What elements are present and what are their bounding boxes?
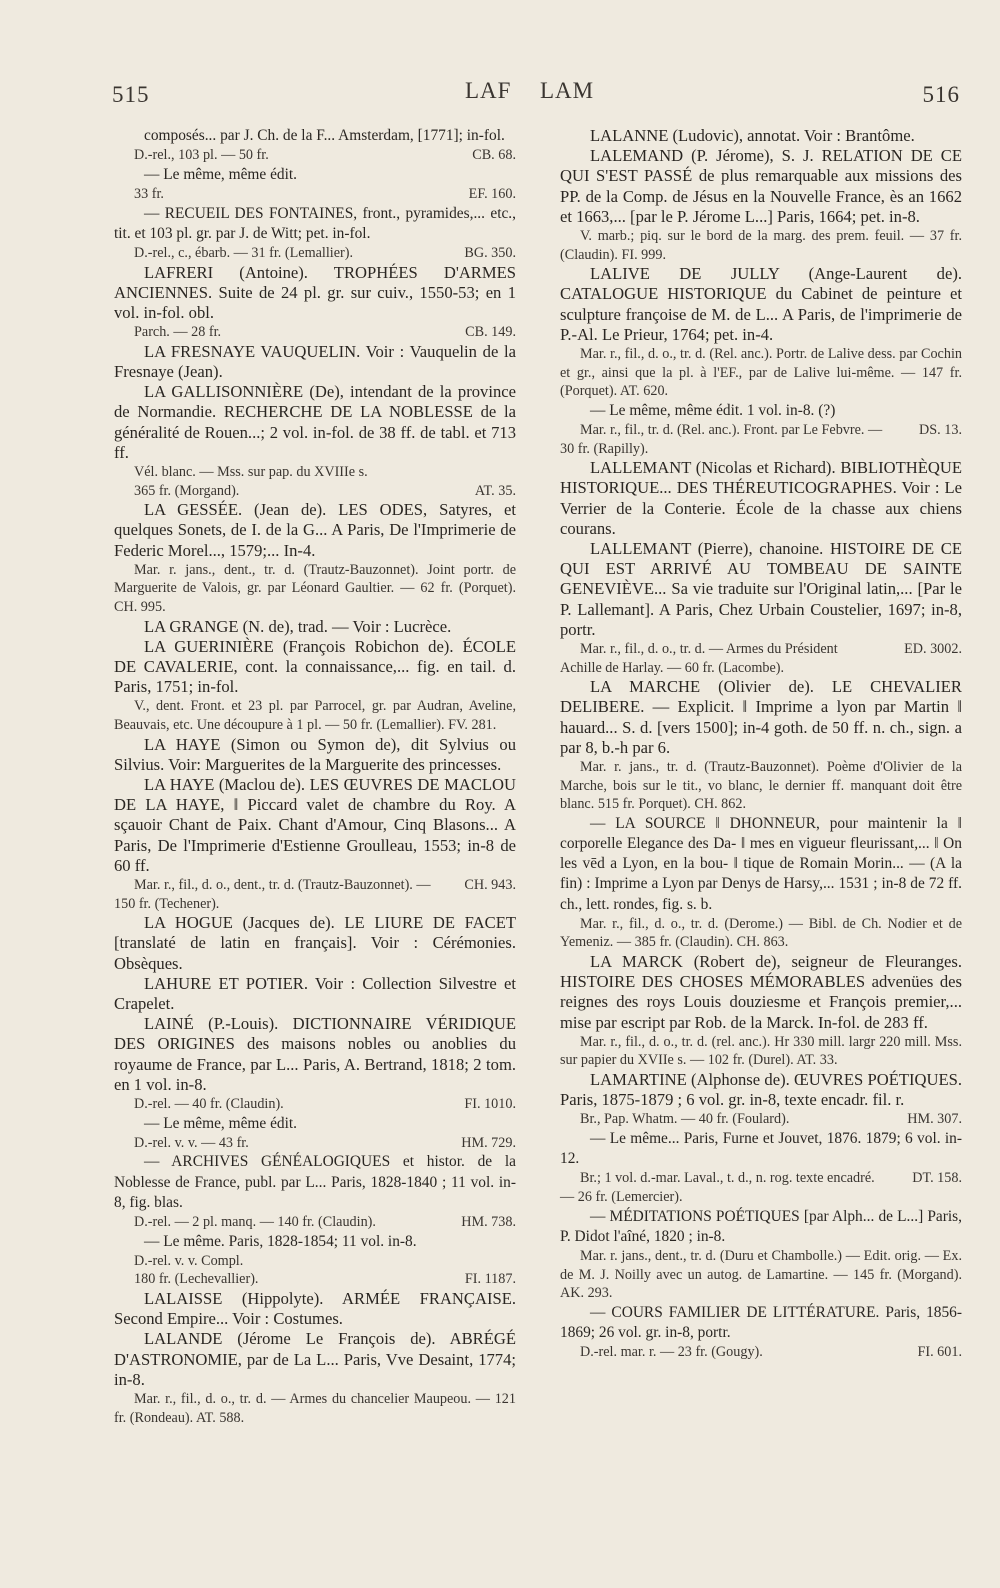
catalogue-entry-continuation: — Le même. Paris, 1828-1854; 11 vol. in-8. (144, 1232, 417, 1250)
catalogue-entry: LA HAYE (Simon ou Symon de), dit Sylvius ou Silvius. Voir: Marguerites de la Marguerite des princesses. (114, 734, 516, 774)
right-column (560, 126, 962, 1362)
catalogue-entry: LA GESSÉE. (Jean de). LES ODES, Satyres, et quelques Sonets, de I. de la G... A Paris, De l'Imprimerie de Federic Morel..., 1579;... In-4. (114, 500, 516, 560)
sale-note (114, 185, 516, 204)
sale-reference: CH. 943. (464, 877, 516, 894)
sale-note-text: 180 fr. (Lechevallier). (134, 1271, 259, 1288)
sale-note-text: D.-rel., c., ébarb. — 31 fr. (Lemallier). (134, 245, 354, 261)
catalogue-entry: LALEMAND (P. Jérome), S. J. RELATION DE CE QUI S'EST PASSÉ de plus remarquable aux missions des PP. de la Comp. de Jésus en la Nouvelle France, ès an 1662 et 1663,... [par le P. Jérome L...] Paris, 1664; pet. in-8. (560, 146, 962, 226)
catalogue-entry-continuation: — Le même, même édit. (144, 165, 297, 183)
sale-note-text: Vél. blanc. — Mss. sur pap. du XVIIIe s. (134, 464, 368, 481)
sale-note-text: Parch. — 28 fr. (134, 324, 222, 341)
sale-note-text: Br.; 1 vol. d.-mar. Laval., t. d., n. rog. texte encadré. — 26 fr. (Lemercier). (560, 1170, 875, 1205)
sale-reference: FI. 1187. (464, 1271, 516, 1288)
sale-reference: CB. 149. (465, 324, 516, 341)
sale-note-text: D.-rel. — 2 pl. manq. — 140 fr. (Claudin). (134, 1214, 376, 1231)
left-column (114, 126, 516, 1427)
sale-note: V., dent. Front. et 23 pl. par Parrocel, gr. par Audran, Aveline, Beauvais, etc. Une découpure à 1 pl. — 50 fr. (Lemallier). FV. 281. (114, 698, 516, 733)
page-number-right: 516 (922, 82, 960, 107)
sale-reference: CB. 68. (472, 147, 516, 164)
sale-note (114, 323, 516, 342)
sale-note-text: D.-rel. mar. r. — 23 fr. (Gougy). (580, 1344, 763, 1361)
catalogue-entry: LALAISSE (Hippolyte). ARMÉE FRANÇAISE. Second Empire... Voir : Costumes. (114, 1289, 516, 1329)
sale-reference: BG. 350. (464, 245, 516, 261)
catalogue-entry: LALLEMANT (Nicolas et Richard). BIBLIOTHÈQUE HISTORIQUE... DES THÉREUTICOGRAPHES. Voir : Le Verrier de la Conterie. École de la chasse aux chiens courans. (560, 458, 962, 538)
sale-note-text: 365 fr. (Morgand). (134, 482, 240, 499)
page-number-left: 515 (112, 82, 150, 107)
sale-note (114, 1095, 516, 1114)
catalogue-entry: LA HAYE (Maclou de). LES ŒUVRES DE MACLOU DE LA HAYE, ‖ Piccard valet de chambre du Roy. A sçauoir Chant de Paix. Chant d'Amour, Cinq Blasons... A Paris, De l'Imprimerie d'Estienne Groulleau, 1553; in-8 de 60 ff. (114, 775, 516, 875)
sale-note: Mar. r. jans., tr. d. (Trautz-Bauzonnet). Poème d'Olivier de la Marche, bois sur le tit., vo blanc, le dernier ff. manquant doit être blanc. 515 fr. Porquet). CH. 862. (560, 759, 962, 813)
catalogue-entry-continuation: — Le même, même édit. 1 vol. in-8. (?) (590, 401, 836, 419)
sale-note (114, 146, 516, 165)
sale-note: Mar. r., fil., d. o., tr. d. — Armes du chancelier Maupeou. — 121 fr. (Rondeau). AT. 588. (114, 1391, 516, 1426)
catalogue-entry-continuation: — MÉDITATIONS POÉTIQUES [par Alph... de L...] Paris, P. Didot l'aîné, 1820 ; in-8. (560, 1207, 962, 1245)
sale-note-text: D.-rel. v. v. — 43 fr. (134, 1134, 249, 1151)
catalogue-entry: LA HOGUE (Jacques de). LE LIURE DE FACET [translaté de latin en français]. Voir : Cérémonies. Obsèques. (114, 913, 516, 973)
catalogue-entry: LALANDE (Jérome Le François de). ABRÉGÉ D'ASTRONOMIE, par de La L... Paris, Vve Desaint, 1774; in-8. (114, 1329, 516, 1389)
sale-reference: ED. 3002. (904, 641, 962, 658)
sale-reference: HM. 738. (461, 1214, 516, 1231)
sale-reference: EF. 160. (468, 186, 516, 202)
sale-note (114, 482, 516, 501)
sale-reference: FI. 1010. (464, 1096, 516, 1113)
sale-note: Mar. r., fil., d. o., tr. d. (rel. anc.). Hr 330 mill. largr 220 mill. Mss. sur papier du XVIIe s. — 102 fr. (Durel). AT. 33. (560, 1033, 962, 1069)
sale-reference: HM. 307. (907, 1111, 962, 1128)
sale-note (114, 463, 516, 482)
sale-note (114, 1134, 516, 1153)
sale-note (560, 421, 962, 458)
sale-note: Mar. r. jans., dent., tr. d. (Duru et Chambolle.) — Edit. orig. — Ex. de M. J. Noilly avec un autog. de Lamartine. — 145 fr. (Morgand). AK. 293. (560, 1248, 962, 1302)
catalogue-entry: LA GRANGE (N. de), trad. — Voir : Lucrèce. (144, 616, 452, 636)
catalogue-entry-continuation: — Le même, même édit. (144, 1114, 297, 1132)
sale-reference: FI. 601. (917, 1344, 962, 1361)
catalogue-entry-continuation: — LA SOURCE ‖ DHONNEUR, pour maintenir la ‖ corporelle Elegance des Da- ‖ mes en vigueur fleurissant,... ‖ On les vēd a Lyon, en la bou- ‖ tique de Romain Morin... — (A la fin) : Imprime a Lyon par Denys de Harsy,... 1531 ; in-8 de 72 ff. ch., lett. rondes, fig. s. b. (560, 814, 962, 913)
page-header (112, 78, 960, 114)
sale-note-text: D.-rel. — 40 fr. (Claudin). (134, 1096, 284, 1113)
sale-reference: HM. 729. (461, 1134, 516, 1151)
sale-note (560, 1169, 962, 1206)
catalogue-entry: LA GALLISONNIÈRE (De), intendant de la province de Normandie. RECHERCHE DE LA NOBLESSE de la généralité de Rouen...; 2 vol. in-fol. de 38 ff. de tabl. et 713 ff. (114, 382, 516, 462)
sale-note (114, 1213, 516, 1232)
catalogue-entry-continuation: composés... par J. Ch. de la F... Amsterdam, [1771]; in-fol. (144, 127, 505, 144)
sale-note (114, 244, 516, 263)
sale-note-text: D.-rel., 103 pl. — 50 fr. (134, 147, 269, 164)
running-head-left: LAF (465, 78, 512, 103)
sale-reference: AT. 35. (474, 482, 516, 499)
sale-note-text: Mar. r., fil., d. o., dent., tr. d. (Trautz-Bauzonnet). — 150 fr. (Techener). (114, 877, 431, 912)
sale-note-text: Mar. r., fil., tr. d. (Rel. anc.). Front. par Le Febvre. — 30 fr. (Rapilly). (560, 422, 883, 457)
catalogue-entry: LA MARCK (Robert de), seigneur de Fleuranges. HISTOIRE DES CHOSES MÉMORABLES advenües des reignes des roys Louis douziesme et François premier,... mise par escript par Rob. de la Marck. In-fol. de 283 ff. (560, 952, 962, 1032)
catalogue-entry: LAMARTINE (Alphonse de). ŒUVRES POÉTIQUES. Paris, 1875-1879 ; 6 vol. gr. in-8, texte encadr. fil. r. (560, 1070, 962, 1110)
catalogue-entry: LAHURE ET POTIER. Voir : Collection Silvestre et Crapelet. (114, 973, 516, 1014)
sale-note-text: Br., Pap. Whatm. — 40 fr. (Foulard). (580, 1111, 790, 1128)
sale-note-text: 33 fr. (134, 186, 164, 202)
catalogue-entry-continuation: — COURS FAMILIER DE LITTÉRATURE. Paris, 1856-1869; 26 vol. gr. in-8, portr. (560, 1303, 962, 1341)
catalogue-entry: LA FRESNAYE VAUQUELIN. Voir : Vauquelin de la Fresnaye (Jean). (114, 341, 516, 381)
catalogue-entry-continuation: — ARCHIVES GÉNÉALOGIQUES et histor. de la Noblesse de France, publ. par L... Paris, 1828-1840 ; 11 vol. in-8, fig. blas. (114, 1153, 516, 1211)
sale-note: Mar. r., fil., d. o., tr. d. (Rel. anc.). Portr. de Lalive dess. par Cochin et gr., ainsi que la pl. à l'EF., par de Lalive lui-même. — 147 fr. (Porquet). AT. 620. (560, 346, 962, 400)
sale-note (114, 1270, 516, 1289)
sale-note: Mar. r. jans., dent., tr. d. (Trautz-Bauzonnet). Joint portr. de Marguerite de Valois, gr. par Léonard Gaultier. — 62 fr. (Porquet). CH. 995. (114, 561, 516, 615)
sale-note: V. marb.; piq. sur le bord de la marg. des prem. feuil. — 37 fr. (Claudin). FI. 999. (560, 228, 962, 263)
catalogue-entry: LALLEMANT (Pierre), chanoine. HISTOIRE DE CE QUI EST ARRIVÉ AU TOMBEAU DE SAINTE GENEVIÈVE... Sa vie traduite sur l'Original latin,... [Par le P. Lallemant]. A Paris, Chez Urbain Coustelier, 1697; in-8, portr. (560, 539, 962, 639)
sale-note: Mar. r., fil., d. o., tr. d. (Derome.) — Bibl. de Ch. Nodier et de Yemeniz. — 385 fr. (Claudin). CH. 863. (560, 915, 962, 951)
sale-note (114, 1252, 516, 1271)
catalogue-entry: LALANNE (Ludovic), annotat. Voir : Brantôme. (590, 126, 915, 145)
catalogue-entry: LA GUERINIÈRE (François Robichon de). ÉCOLE DE CAVALERIE, cont. la connaissance,... fig. en tail. d. Paris, 1751; in-fol. (114, 636, 516, 697)
sale-note-text: D.-rel. v. v. Compl. (134, 1252, 244, 1269)
running-head-right: LAM (540, 78, 595, 103)
sale-note-text: Mar. r., fil., d. o., tr. d. — Armes du Président Achille de Harlay. — 60 fr. (Lacombe). (560, 641, 838, 676)
catalogue-entry: LA MARCHE (Olivier de). LE CHEVALIER DELIBERE. — Explicit. ‖ Imprime a lyon par Martin ‖ hauard... S. d. [vers 1500]; in-4 goth. de 50 ff. n. ch., sign. a par 8, b.-h par 6. (560, 677, 962, 757)
sale-note (114, 876, 516, 913)
sale-reference: DS. 13. (919, 422, 962, 438)
catalogue-entry: LAFRERI (Antoine). TROPHÉES D'ARMES ANCIENNES. Suite de 24 pl. gr. sur cuiv., 1550-53; en 1 vol. in-fol. obl. (114, 262, 516, 322)
sale-note (560, 1110, 962, 1129)
catalogue-entry-continuation: — Le même... Paris, Furne et Jouvet, 1876. 1879; 6 vol. in-12. (560, 1130, 962, 1168)
catalogue-entry-continuation: — RECUEIL DES FONTAINES, front., pyramides,... etc., tit. et 103 pl. gr. par J. de Witt; pet. in-fol. (114, 204, 516, 242)
sale-reference: DT. 158. (912, 1170, 962, 1187)
catalogue-entry: LAINÉ (P.-Louis). DICTIONNAIRE VÉRIDIQUE DES ORIGINES des maisons nobles ou anoblies du royaume de France, par L... Paris, A. Bertrand, 1818; 2 tom. en 1 vol. in-8. (114, 1014, 516, 1094)
sale-note (560, 640, 962, 677)
catalogue-entry: LALIVE DE JULLY (Ange-Laurent de). CATALOGUE HISTORIQUE du Cabinet de peinture et sculpture françoise de M. de L... A Paris, de l'imprimerie de P.-Al. Le Prieur, 1764; pet. in-4. (560, 264, 962, 344)
sale-note (560, 1343, 962, 1362)
